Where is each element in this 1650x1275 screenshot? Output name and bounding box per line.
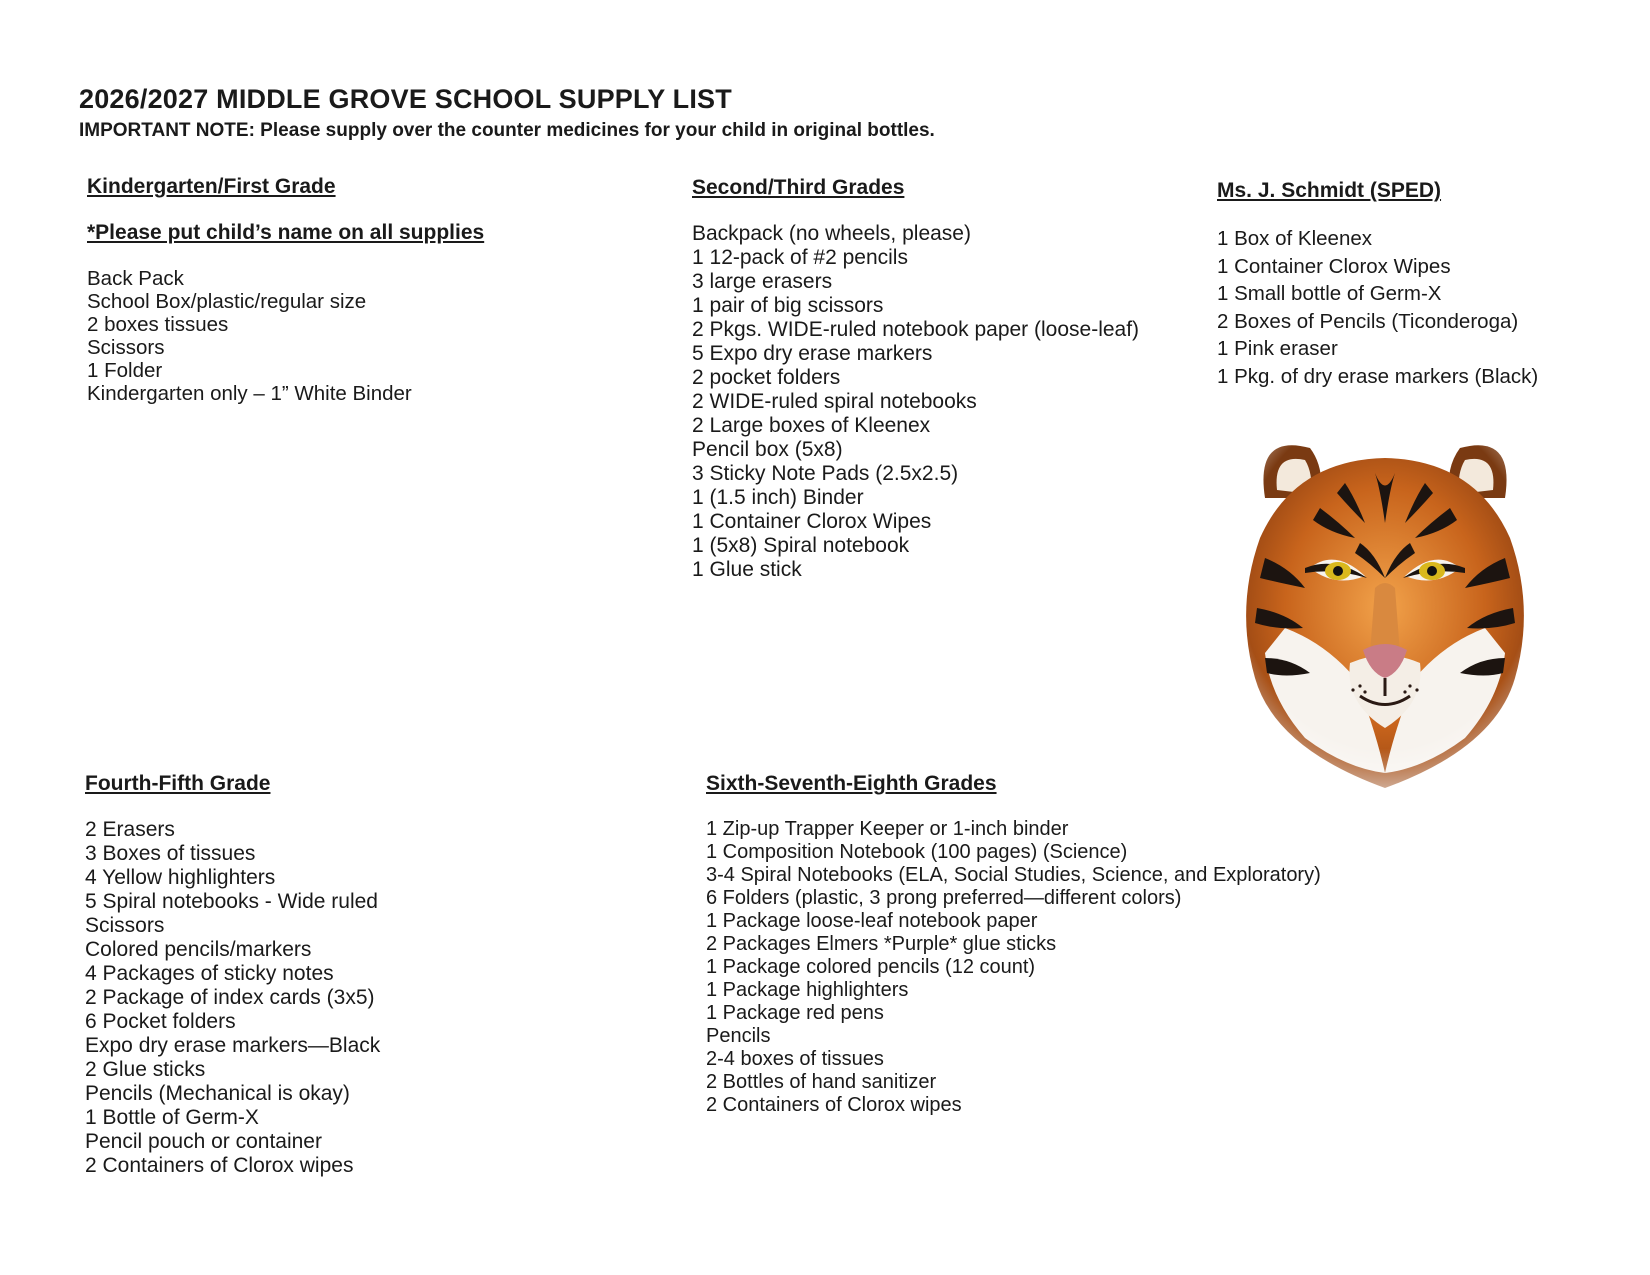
list-item: 3-4 Spiral Notebooks (ELA, Social Studies, Science, and Exploratory) (706, 864, 1321, 886)
list-item: 2 boxes tissues (87, 313, 229, 336)
list-item: School Box/plastic/regular size (87, 290, 367, 313)
list-item: Pencils (Mechanical is okay) (85, 1082, 350, 1105)
list-item: 6 Pocket folders (85, 1010, 236, 1033)
list-item: 2 WIDE-ruled spiral notebooks (692, 390, 977, 413)
list-item: 1 (5x8) Spiral notebook (692, 534, 910, 557)
list-item: 2 Erasers (85, 818, 175, 841)
list-item: 1 Composition Notebook (100 pages) (Science) (706, 841, 1128, 863)
list-item: 4 Yellow highlighters (85, 866, 276, 889)
list-item: 6 Folders (plastic, 3 prong preferred—different colors) (706, 887, 1182, 909)
list-item: Scissors (87, 336, 165, 359)
list-item: Scissors (85, 914, 165, 937)
supply-list (692, 222, 1139, 582)
list-item: 2 Containers of Clorox wipes (85, 1154, 354, 1177)
list-item: Backpack (no wheels, please) (692, 222, 971, 245)
list-item: 1 Pkg. of dry erase markers (Black) (1217, 364, 1539, 388)
list-item: Kindergarten only – 1” White Binder (87, 382, 412, 405)
section-heading: Sixth-Seventh-Eighth Grades (706, 772, 997, 795)
list-item: 1 Folder (87, 359, 163, 382)
list-item: 2 Glue sticks (85, 1058, 206, 1081)
section-heading: Second/Third Grades (692, 176, 905, 199)
list-item: 2 Containers of Clorox wipes (706, 1094, 962, 1116)
list-item: Back Pack (87, 267, 184, 290)
sped-section (1217, 179, 1538, 390)
supply-list (85, 818, 380, 1178)
list-item: 2 Packages Elmers *Purple* glue sticks (706, 933, 1057, 955)
tiger-head-icon (1225, 428, 1545, 803)
kindergarten-first-section (87, 175, 484, 405)
list-item: 1 Bottle of Germ-X (85, 1106, 259, 1129)
list-item: 1 Package highlighters (706, 979, 909, 1001)
section-heading: Kindergarten/First Grade (87, 175, 336, 198)
fourth-fifth-section (85, 772, 380, 1178)
section-heading: Ms. J. Schmidt (SPED) (1217, 179, 1442, 202)
list-item: 3 large erasers (692, 270, 833, 293)
list-item: 1 Small bottle of Germ-X (1217, 282, 1442, 305)
page-title: 2026/2027 MIDDLE GROVE SCHOOL SUPPLY LIST (79, 84, 732, 114)
list-item: 1 Zip-up Trapper Keeper or 1-inch binder (706, 818, 1069, 840)
list-item: 2-4 boxes of tissues (706, 1048, 884, 1070)
list-item: 2 Package of index cards (3x5) (85, 986, 375, 1009)
list-item: Expo dry erase markers—Black (85, 1034, 381, 1057)
list-item: 1 pair of big scissors (692, 294, 884, 317)
list-item: Pencils (706, 1025, 771, 1047)
list-item: 1 Container Clorox Wipes (692, 510, 932, 533)
list-item: 1 Container Clorox Wipes (1217, 254, 1451, 278)
supply-list (706, 818, 1321, 1117)
list-item: 1 Package colored pencils (12 count) (706, 956, 1036, 978)
list-item: 4 Packages of sticky notes (85, 962, 334, 985)
list-item: 1 Glue stick (692, 558, 802, 581)
list-item: Pencil pouch or container (85, 1130, 322, 1153)
list-item: 2 Pkgs. WIDE-ruled notebook paper (loose-leaf) (692, 318, 1140, 341)
list-item: 5 Spiral notebooks - Wide ruled (85, 890, 378, 913)
important-note: IMPORTANT NOTE: Please supply over the counter medicines for your child in original bottles. (79, 120, 935, 141)
list-item: Colored pencils/markers (85, 938, 312, 961)
supply-list (1217, 225, 1538, 390)
list-item: 2 Bottles of hand sanitizer (706, 1071, 937, 1093)
list-item: 1 (1.5 inch) Binder (692, 486, 864, 509)
list-item: 3 Boxes of tissues (85, 842, 256, 865)
list-item: 1 Pink eraser (1217, 337, 1338, 360)
list-item: 5 Expo dry erase markers (692, 342, 933, 365)
list-item: 1 Package red pens (706, 1002, 884, 1024)
list-item: 2 pocket folders (692, 366, 841, 389)
second-third-section (692, 176, 1139, 582)
sixth-eighth-section (706, 772, 1321, 1117)
supply-list (87, 267, 484, 405)
list-item: Pencil box (5x8) (692, 438, 843, 461)
list-item: 2 Boxes of Pencils (Ticonderoga) (1217, 309, 1519, 333)
list-item: 2 Large boxes of Kleenex (692, 414, 931, 437)
list-item: 3 Sticky Note Pads (2.5x2.5) (692, 462, 959, 485)
list-item: 1 Package loose-leaf notebook paper (706, 910, 1038, 932)
section-heading: Fourth-Fifth Grade (85, 772, 271, 795)
list-item: 1 Box of Kleenex (1217, 227, 1372, 250)
list-item: 1 12-pack of #2 pencils (692, 246, 908, 269)
section-subheading: *Please put child’s name on all supplies (87, 221, 485, 244)
